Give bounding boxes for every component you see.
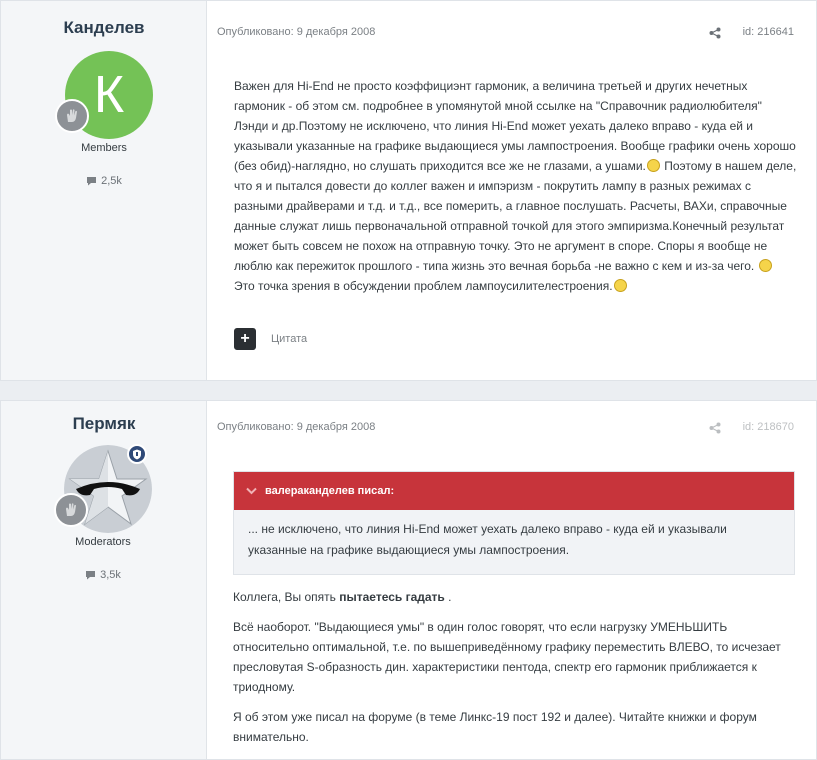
post-paragraph: Я об этом уже писал на форуме (в теме Линкс-19 пост 192 и далее). Читайте книжки и форум внимательно. (233, 710, 757, 744)
post-id[interactable]: id: 218670 (742, 421, 794, 433)
post-content (234, 76, 799, 306)
post-count-value: 2,5k (101, 175, 122, 187)
post-paragraph: Коллега, Вы опять пытаетесь гадать . (233, 590, 452, 604)
share-icon[interactable] (709, 27, 721, 39)
post-id[interactable]: id: 216641 (742, 26, 794, 38)
post-count-value: 3,5k (100, 569, 121, 581)
comment-icon (85, 570, 96, 580)
smile-emoji-icon (614, 279, 627, 292)
post-content (233, 587, 798, 757)
avatar-letter: К (93, 66, 125, 124)
post-count[interactable] (1, 175, 207, 187)
published-date[interactable]: Опубликовано: 9 декабря 2008 (217, 421, 376, 433)
quote-block (233, 471, 795, 575)
share-icon[interactable] (709, 422, 721, 434)
post-paragraph: Всё наоборот. "Выдающиеся умы" в один голос говорят, что если нагрузку УМЕНЬШИТЬ относительно оптимальной, т.е. по вышеприведённому графику переместить ВЛЕВО, то исчезает пресловутая S-образность дин. характеристики пентода, спектр его гармоник приближается к триодному. (233, 620, 781, 694)
smile-emoji-icon (759, 259, 772, 272)
author-name-link[interactable]: Пермяк (72, 414, 136, 433)
post-count[interactable] (0, 569, 206, 581)
published-date[interactable]: Опубликовано: 9 декабря 2008 (217, 26, 376, 38)
multiquote-add-button[interactable]: + (234, 328, 256, 350)
author-name-link[interactable]: Канделев (63, 18, 145, 37)
quote-author: валераканделев писал: (265, 485, 395, 497)
rank-badge-icon (55, 99, 89, 133)
post-paragraph: Важен для Hi-End не просто коэффициэнт гармоник, а величина третьей и других нечетных гармоник - об этом см. подробнее в упомянутой мной ссылке на "Справочник радиолюбителя" Лэнди и др.Поэтому не исключено, что линия Hi-End может уехать далеко вправо - куда ей и указывали указанные на графике выдающиеся умы лампостроения. Вообще графики очень хорошо (без обид)-наглядно, но слушать приходится все же не глазами, а ушами. Поэтому в нашем деле, что я и пытался довести до коллег важен и импэризм - покрутить лампу в разных режимах с разными драйверами и т.д. и т.д., все померить, а главное послушать. Расчеты, ВАХи, справочные данные служат лишь первоначальной отправной точкой для этого эмпиризма.Конечный результат может быть совсем не похож на отправную точку. Это не аргумент в споре. Споры я вообще не люблю как пережиток прошлого - типа жизнь это вечная борьба -не важно с кем и из-за чего. Это точка зрения в обсуждении проблем лампоусилителестроения. (234, 79, 797, 293)
smile-emoji-icon (647, 159, 660, 172)
moderator-shield-icon (127, 444, 147, 464)
author-group: Moderators (75, 536, 131, 548)
quote-header[interactable] (234, 472, 794, 510)
author-panel (1, 1, 207, 380)
quote-button[interactable]: Цитата (271, 333, 308, 345)
author-group: Members (81, 142, 127, 154)
comment-icon (86, 176, 97, 186)
quote-text: ... не исключено, что линия Hi-End может уехать далеко вправо - куда ей и указывали указанные на графике выдающиеся умы лампостроения. (248, 522, 727, 557)
chevron-down-icon (246, 487, 257, 495)
rank-badge-icon (54, 493, 88, 527)
